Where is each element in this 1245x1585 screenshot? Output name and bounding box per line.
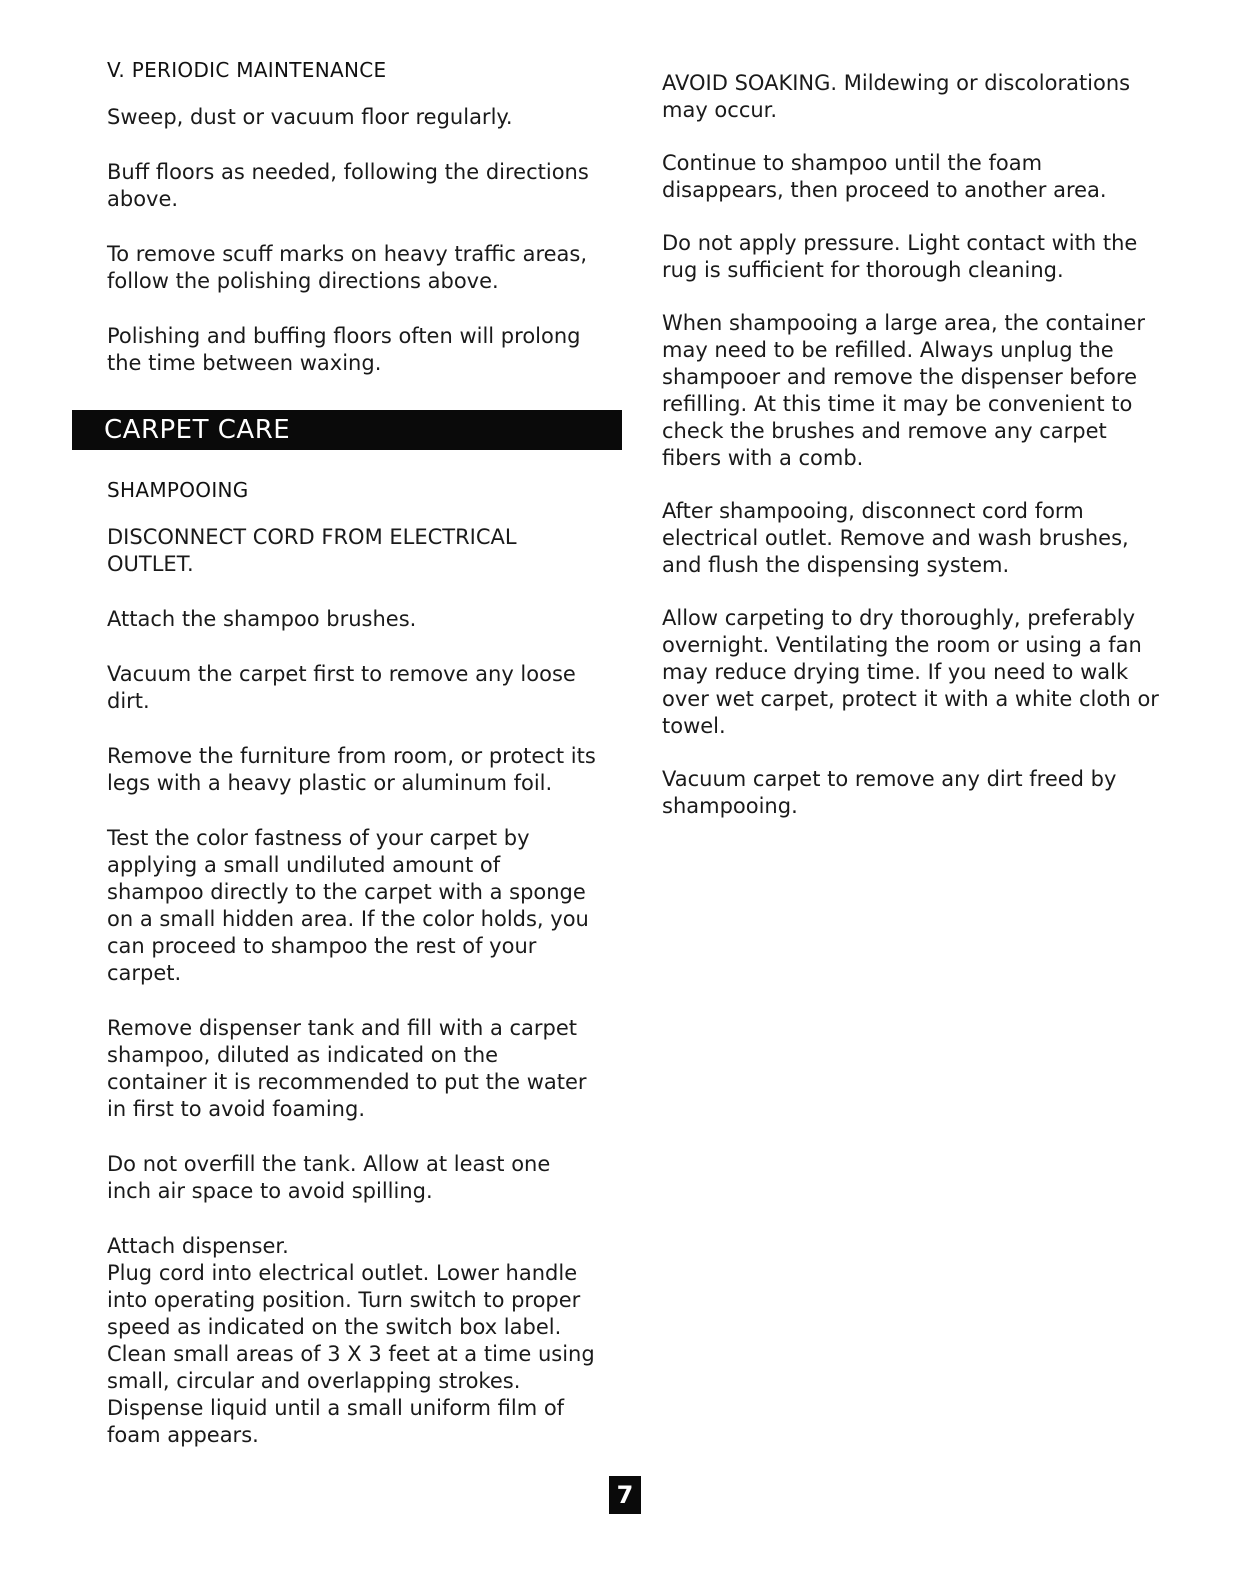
right-paragraph: AVOID SOAKING. Mildewing or discolorations may occur. (662, 71, 1131, 122)
subheading-shampooing: SHAMPOOING (107, 478, 249, 502)
shampoo-paragraph: Remove dispenser tank and fill with a carpet shampoo, diluted as indicated on the container it is recommended to put the water in first to avoid foaming. (107, 1016, 587, 1121)
maintenance-paragraph: To remove scuff marks on heavy traffic areas, follow the polishing directions above. (107, 242, 588, 293)
banner-title: CARPET CARE (104, 415, 291, 445)
shampoo-paragraph: Remove the furniture from room, or protect its legs with a heavy plastic or aluminum foil. (107, 744, 596, 795)
page-number: 7 (609, 1476, 641, 1514)
right-paragraph: Vacuum carpet to remove any dirt freed by shampooing. (662, 767, 1117, 818)
shampoo-paragraph: Vacuum the carpet first to remove any loose dirt. (107, 662, 576, 713)
section-heading-periodic-maintenance: V. PERIODIC MAINTENANCE (107, 58, 387, 82)
shampoo-paragraph: Test the color fastness of your carpet by applying a small undiluted amount of shampoo directly to the carpet with a sponge on a small hidden area. If the color holds, you can proceed to shampoo the rest of your carpet. (107, 826, 589, 985)
shampoo-paragraph: Plug cord into electrical outlet. Lower handle into operating position. Turn switch to proper speed as indicated on the switch box label. Clean small areas of 3 X 3 feet at a time using small, circular and overlapping strokes. Dispense liquid until a small uniform film of foam appears. (107, 1261, 595, 1447)
shampooing-section (107, 478, 599, 1477)
right-paragraph: Continue to shampoo until the foam disappears, then proceed to another area. (662, 151, 1107, 202)
right-paragraph: Allow carpeting to dry thoroughly, preferably overnight. Ventilating the room or using a fan may reduce drying time. If you need to walk over wet carpet, protect it with a white cloth or towel. (662, 606, 1159, 738)
maintenance-paragraph: Buff floors as needed, following the directions above. (107, 160, 589, 211)
shampoo-paragraph: DISCONNECT CORD FROM ELECTRICAL OUTLET. (107, 525, 517, 576)
shampooing-continued-section (662, 70, 1162, 846)
shampoo-paragraph: Attach the shampoo brushes. (107, 607, 417, 631)
right-paragraph: Do not apply pressure. Light contact with the rug is sufficient for thorough cleaning. (662, 231, 1138, 282)
shampoo-paragraph: Do not overfill the tank. Allow at least one inch air space to avoid spilling. (107, 1152, 551, 1203)
maintenance-section (107, 58, 599, 405)
right-paragraph: After shampooing, disconnect cord form electrical outlet. Remove and wash brushes, and flush the dispensing system. (662, 499, 1129, 577)
maintenance-paragraph: Sweep, dust or vacuum floor regularly. (107, 105, 513, 129)
carpet-care-banner (72, 410, 622, 450)
right-paragraph: When shampooing a large area, the container may need to be refilled. Always unplug the shampooer and remove the dispenser before refilling. At this time it may be convenient to check the brushes and remove any carpet fibers with a comb. (662, 311, 1145, 470)
maintenance-paragraph: Polishing and buffing floors often will prolong the time between waxing. (107, 324, 581, 375)
shampoo-paragraph: Attach dispenser. (107, 1234, 289, 1258)
